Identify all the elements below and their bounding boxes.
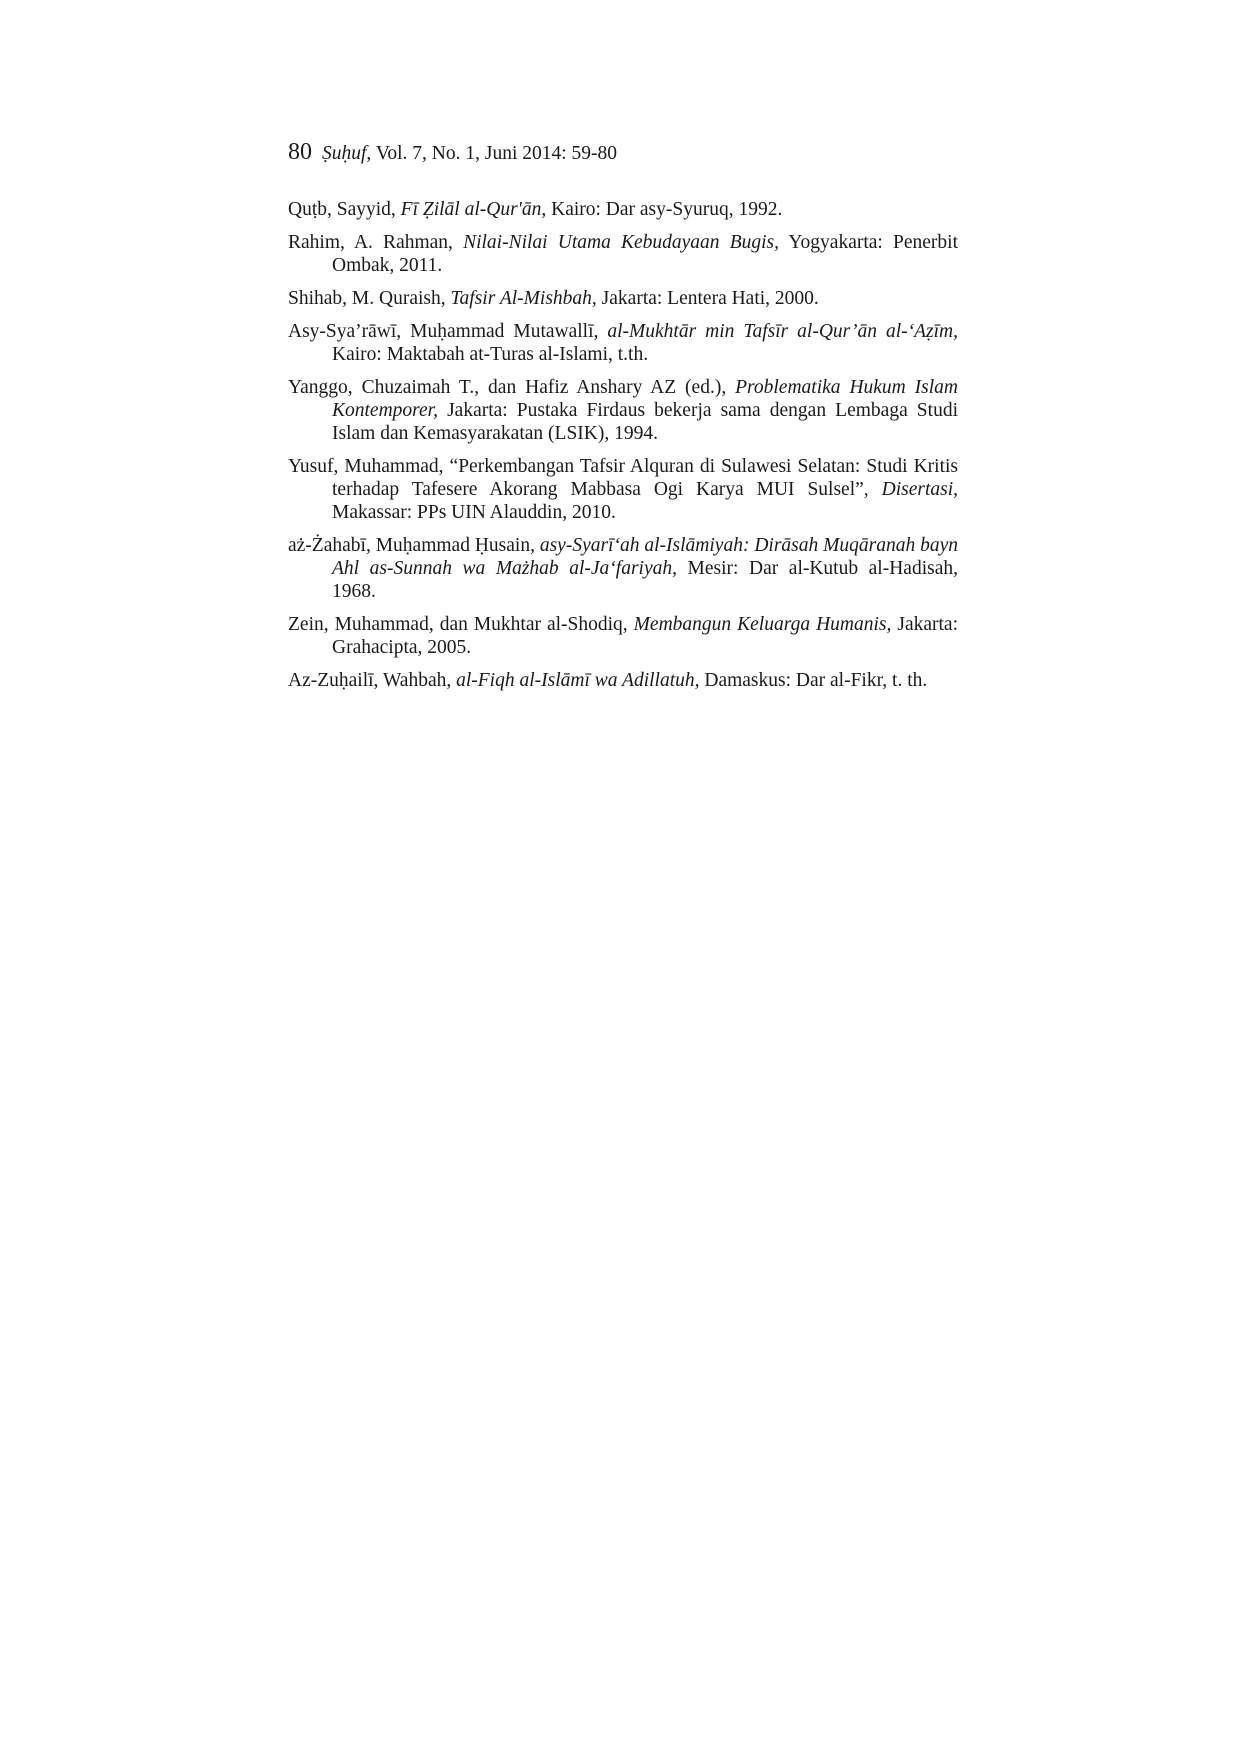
reference-authors: Asy-Sya’rāwī, Muḥammad Mutawallī, [288, 321, 608, 342]
reference-title: asy-Syarī‘ah al-Islāmiyah: Dirāsah Muqāranah bayn Ahl as-Sunnah wa Mażhab al-Ja‘fariyah, [332, 535, 959, 579]
reference-authors: Shihab, M. Quraish, [288, 288, 451, 309]
reference-authors: Zein, Muhammad, dan Mukhtar al-Shodiq, [288, 614, 634, 635]
reference-list [288, 198, 958, 702]
reference-title: Fī Ẓilāl al-Qur'ān, [400, 199, 547, 220]
reference-publication: Jakarta: Grahacipta, 2005. [332, 614, 958, 658]
reference-title: al-Fiqh al-Islāmī wa Adillatuh, [456, 670, 700, 691]
reference-item [288, 669, 958, 692]
reference-title: Problematika Hukum Islam Kontemporer, [332, 377, 958, 421]
journal-citation: , Vol. 7, No. 1, Juni 2014: 59-80 [366, 143, 618, 164]
reference-item [288, 455, 958, 524]
reference-authors: Quṭb, Sayyid, [288, 199, 401, 220]
reference-authors: Az-Zuḥailī, Wahbah, [288, 670, 457, 691]
reference-title: al-Mukhtār min Tafsīr al-Qur’ān al-‘Aẓīm, [607, 321, 958, 342]
reference-item [288, 287, 958, 310]
reference-title: Nilai-Nilai Utama Kebudayaan Bugis, [463, 232, 779, 253]
reference-item [288, 613, 958, 659]
reference-publication: Mesir: Dar al-Kutub al-Hadisah, 1968. [332, 558, 958, 602]
reference-authors: Yanggo, Chuzaimah T., dan Hafiz Anshary AZ (ed.), [288, 377, 736, 398]
reference-authors: aż-Żahabī, Muḥammad Ḥusain, [288, 535, 540, 556]
reference-publication: Damaskus: Dar al-Fikr, t. th. [699, 670, 928, 691]
reference-item [288, 320, 958, 366]
reference-item [288, 534, 958, 603]
reference-publication: Kairo: Maktabah at-Turas al-Islami, t.th. [332, 344, 649, 365]
reference-title: Disertasi [881, 479, 954, 500]
journal-title: Ṣuḥuf [322, 143, 367, 164]
page-number: 80 [288, 139, 312, 165]
running-head [288, 140, 617, 166]
reference-item [288, 376, 958, 445]
reference-title: Membangun Keluarga Humanis, [633, 614, 892, 635]
reference-item [288, 198, 958, 221]
reference-publication: Jakarta: Pustaka Firdaus bekerja sama dengan Lembaga Studi Islam dan Kemasyarakatan (LSIK), 1994. [332, 400, 958, 444]
reference-title: Tafsir Al-Mishbah, [450, 288, 597, 309]
reference-publication: Jakarta: Lentera Hati, 2000. [596, 288, 819, 309]
reference-item [288, 231, 958, 277]
reference-publication: Yogyakarta: Penerbit Ombak, 2011. [332, 232, 958, 276]
reference-authors: Rahim, A. Rahman, [288, 232, 464, 253]
reference-publication: Kairo: Dar asy-Syuruq, 1992. [546, 199, 783, 220]
reference-publication: , Makassar: PPs UIN Alauddin, 2010. [332, 479, 958, 523]
reference-authors: Yusuf, Muhammad, “Perkembangan Tafsir Alquran di Sulawesi Selatan: Studi Kritis terhadap Tafesere Akorang Mabbasa Ogi Karya MUI Sulsel”, [288, 456, 958, 500]
